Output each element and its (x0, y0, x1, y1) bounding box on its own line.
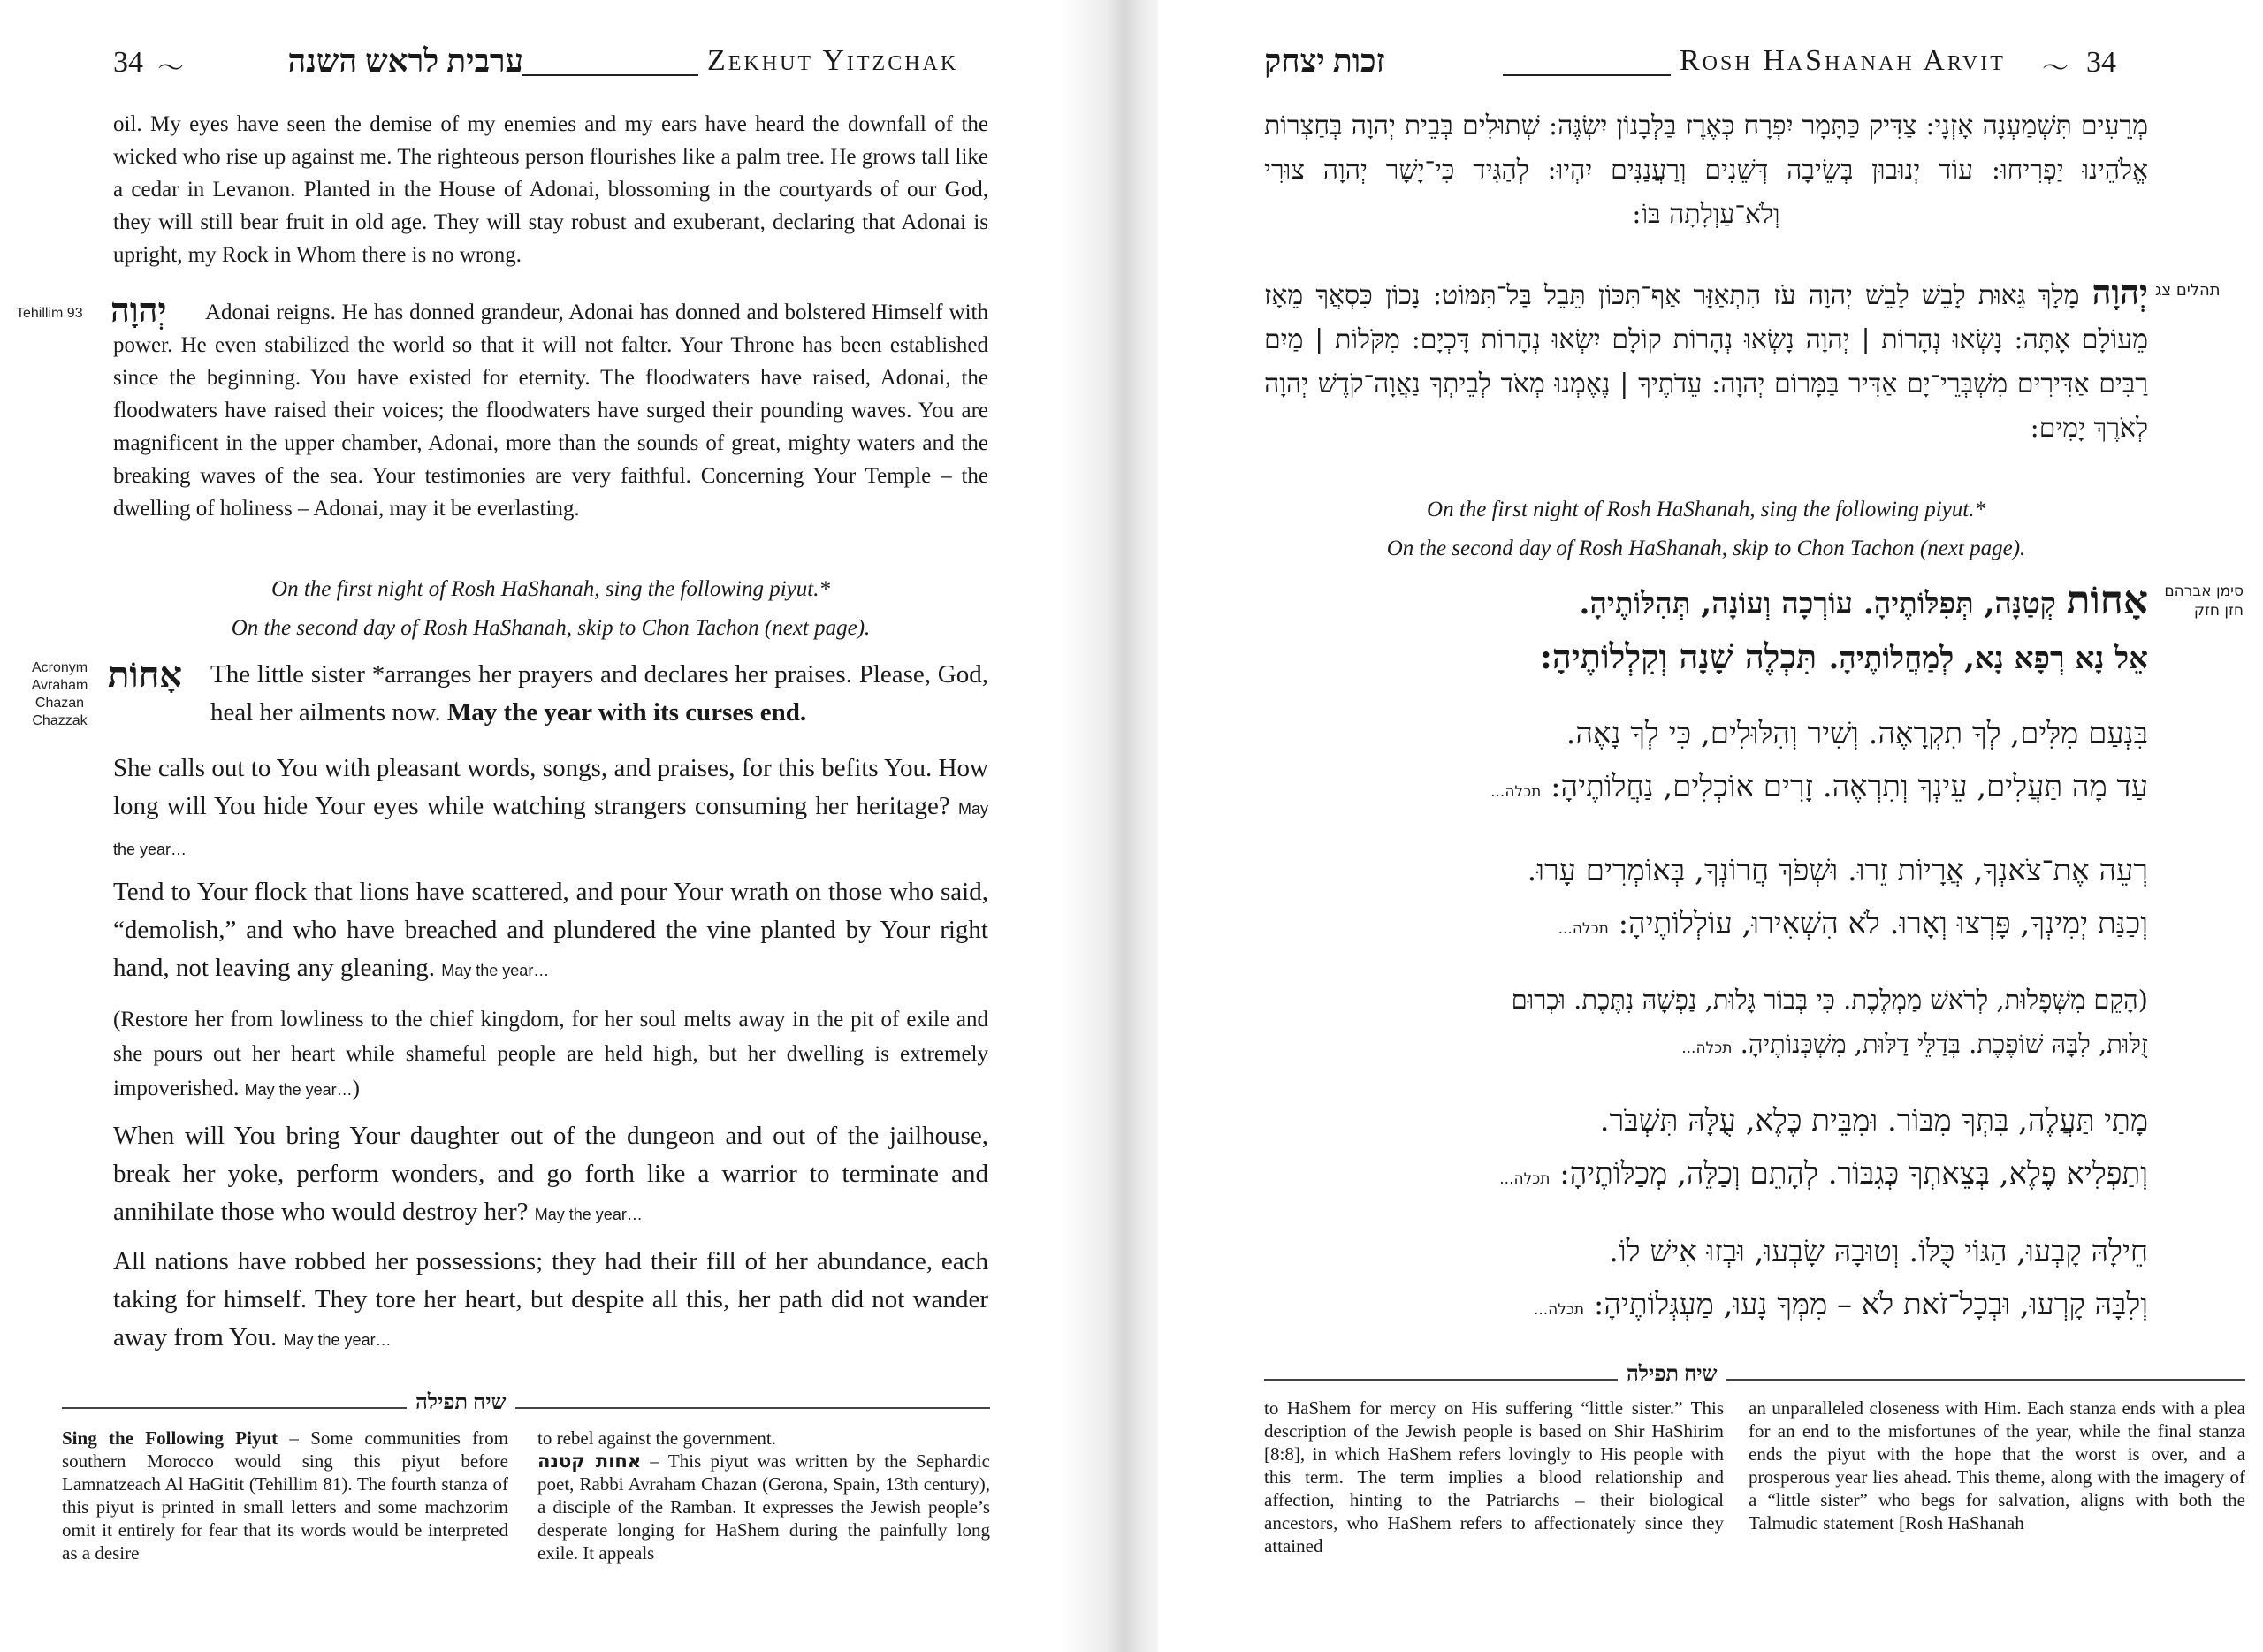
left-stanza-4-end: ) (352, 1077, 360, 1100)
left-para-2: Adonai reigns. He has donned grandeur, Adonai has donned and bolstered Himself with power. He even stabilized the world so that it will not falter. Your Throne has been established since the beginning. You have existed for eternity. The floodwaters have raised, Adonai, the floodwaters have raised their voices; the floodwaters have surged their pounding waves. You are magnificent in the upper chamber, Adonai, more than the sounds of great, mighty waters and the breaking waves of the sea. Your testimonies are very faithful. Concerning Your Temple – the dwelling of holiness – Adonai, may it be everlasting. (113, 301, 988, 521)
left-footnote-col-2-heb: אחות קטנה (537, 1450, 642, 1472)
right-heb-para-2-first: יְהוָה (2092, 272, 2148, 312)
left-refrain-6: May the year… (283, 1331, 392, 1349)
left-instruction-2: On the second day of Rosh HaShanah, skip to Chon Tachon (next page). (231, 616, 871, 640)
right-stanza-1-line-1 (1264, 575, 2148, 630)
right-stanza-1-l1: קְטַנָּה, תְּפִלּוֹתֶיהָ. עוֹרְכָה וְעוֹנָה, תְּהִלּוֹתֶיהָ. (1579, 586, 2067, 621)
right-footnote-rule (1264, 1379, 2245, 1381)
left-stanza-4 (113, 1002, 988, 1108)
right-stanza-5 (1264, 1094, 2148, 1206)
left-stanza-3-text: Tend to Your flock that lions have scattered, and pour Your wrath on those who said, “demolish,” and who have breached and plundered the vine planted by Your right hand, not leaving any gleaning. (113, 878, 988, 982)
right-stanza-2-line-2 (1264, 760, 2148, 818)
left-footnote-col-2-start: to rebel against the government. (537, 1427, 776, 1449)
left-stanza-2 (113, 750, 988, 869)
left-stanza-4-text: (Restore her from lowliness to the chief kingdom, for her soul melts away in the pit of exile and she pours out her heart while shameful people are held high, but her dwelling is extremely impoverished. (113, 1008, 988, 1100)
left-tehillim-word: יְהוָה (110, 293, 167, 330)
right-header-hebrew-title: זכות יצחק (1264, 43, 1385, 79)
left-refrain-3: May the year… (441, 962, 550, 979)
right-stanza-5-line-2 (1264, 1147, 2148, 1206)
left-stanza-2-text: She calls out to You with pleasant words, songs, and praises, for this befits You. How long will You hide Your eyes while watching strangers consuming her heritage? (113, 754, 988, 820)
left-stanza-1-text: The little sister *arranges her prayers and declares her praises. Please, God, heal her ailments now. (210, 660, 988, 727)
left-refrain-5: May the year… (534, 1206, 643, 1223)
right-stanza-4-line-2 (1264, 1022, 2148, 1070)
right-stanza-3-l1: רְעֵה אֶת־צֹאנְךָ, אֲרָיוֹת זֵרוּ. וּשְׁפֹךְ חֲרוֹנְךָ, בְּאוֹמְרִים עָרוּ. (1527, 853, 2148, 888)
right-stanza-3-line-2 (1264, 897, 2148, 955)
left-achot-word: אָחוֹת (108, 655, 182, 695)
right-acronym-label: סימן אברהם חזן חזק (2164, 582, 2244, 620)
right-footnote-title: שיח תפילה (1618, 1363, 1726, 1387)
right-stanza-6-line-2 (1264, 1278, 2148, 1336)
right-header-book-title: Rosh HaShanah Arvit (1680, 44, 2006, 77)
right-stanza-4-l2: זֻלּוּת, לִבָּהּ שׁוֹפֶכֶת. בְּדַלֵּי דַלּוּת, מִשְׁכְּנוֹתֶיהָ. (1740, 1029, 2148, 1059)
right-stanza-6 (1264, 1225, 2148, 1336)
left-page (0, 0, 1123, 1652)
right-refrain-4: תכלה... (1681, 1039, 1733, 1057)
right-page (1158, 0, 2263, 1652)
left-header-hebrew-title: ערבית לראש השנה (287, 43, 523, 79)
left-refrain-2: May the year… (113, 800, 989, 858)
right-footnote-col-2: an unparalleled closeness with Him. Each stanza ends with a plea for an end to the misfortunes of the year, while the final stanza ends the piyut with the hope that the worst is over, and a prosperous year lies ahead. This theme, along with the imagery of a “little sister” who begs for salvation, aligns with both the Talmudic statement [Rosh HaShanah (1749, 1397, 2245, 1534)
left-footnote-col-1-text: – Some communities from southern Morocco would sing this piyut before Lamnatzeach Al HaGitit (Tehillim 81). The fourth stanza of this piyut is printed in small letters and some machzorim omit it entirely for fear that its words would be interpreted as a desire (62, 1427, 508, 1564)
right-stanza-2-l1: בִּנְעַם מִלִּים, לְךָ תִקְרָאֶה. וְשִׁיר וְהִלּוּלִים, כִּי לְךָ נָאֶה. (1566, 716, 2148, 751)
right-stanza-1 (1264, 575, 2148, 685)
left-header-ornament: 〜 (157, 54, 184, 83)
left-tehillim-label: Tehillim 93 (16, 306, 83, 321)
right-stanza-2 (1264, 707, 2148, 818)
left-footnote-col-1 (62, 1427, 508, 1564)
right-refrain-2: תכלה... (1490, 783, 1542, 801)
right-stanza-3 (1264, 844, 2148, 955)
right-stanza-2-l2: עַד מָה תַּעֲלִים, עֵינְךָ וְתִרְאֶה. זָרִים אוֹכְלִים, נַחֲלוֹתֶיהָ: (1551, 769, 2148, 804)
right-stanza-6-l2: וְלִבָּהּ קָרְעוּ, וּבְכָל־זֹאת לֹא – מִמְּךָ נָעוּ, מַעְגְּלוֹתֶיהָ: (1593, 1287, 2148, 1322)
left-footnote-title: שיח תפילה (407, 1391, 515, 1415)
left-footnote-col-2 (537, 1427, 990, 1564)
left-header-rule (522, 74, 698, 76)
right-heb-para-2 (1264, 270, 2148, 451)
left-footnote-col-2-text: – This piyut was written by the Sephardic poet, Rabbi Avraham Chazan (Gerona, Spain, 13th century), a disciple of the Ramban. It expresses the Jewish people’s desperate longing for HaShem during the painfully long exile. It appeals (537, 1450, 990, 1564)
right-stanza-3-l2: וְכַנַּת יְמִינְךָ, פָּרְצוּ וְאָרוּ. לֹא הִשְׁאִירוּ, עוֹלְלוֹתֶיהָ: (1618, 906, 2148, 941)
left-stanza-3 (113, 873, 988, 990)
left-instruction-1: On the first night of Rosh HaShanah, sing the following piyut.* (271, 577, 830, 601)
right-stanza-1-line-2 (1264, 630, 2148, 685)
right-refrain-3: תכלה... (1558, 920, 1609, 938)
left-header-book-title: Zekhut Yitzchak (707, 44, 959, 77)
left-stanza-6 (113, 1243, 988, 1359)
right-stanza-6-l1: חֵילָהּ קָבְעוּ, הַגּוֹי כֻּלּוֹ. וְטוּבָהּ שָׂבְעוּ, וּבְזוּ אִישׁ לוֹ. (1609, 1234, 2148, 1269)
left-stanza-1 (210, 656, 988, 732)
right-footnote-col-1: to HaShem for mercy on His suffering “little sister.” This description of the Jewish people is based on Shir HaShirim [8:8], in which HaShem refers lovingly to His people with this term. The term implies a blood relationship and affection, hinting to the Patriarchs – their biological ancestors, who HaShem refers to affectionately since they attained (1264, 1397, 1724, 1557)
left-para-1: oil. My eyes have seen the demise of my enemies and my ears have heard the downfall of the wicked who rise up against me. The righteous person flourishes like a palm tree. He grows tall like a cedar in Levanon. Planted in the House of Adonai, blossoming in the courtyards of our God, they will still bear fruit in old age. They will stay robust and exuberant, declaring that Adonai is upright, my Rock in Whom there is no wrong. (113, 112, 988, 267)
right-stanza-4 (1264, 978, 2148, 1070)
left-stanza-5-text: When will You bring Your daughter out of the dungeon and out of the jailhouse, break her yoke, perform wonders, and go forth like a warrior to terminate and annihilate those who would destroy her? (113, 1122, 988, 1226)
left-stanza-1-bold: May the year with its curses end. (446, 698, 807, 727)
right-page-number: 34 (2086, 46, 2116, 79)
left-page-number: 34 (113, 46, 143, 79)
right-stanza-1-first: אָחוֹת (2066, 578, 2148, 623)
left-stanza-6-text: All nations have robbed her possessions; they had their fill of her abundance, each taking for himself. They tore her heart, but despite all this, her path did not wander away from You. (113, 1247, 988, 1351)
right-stanza-5-l1: מָתַי תַּעֲלֶה, בִּתְּךָ מִבּוֹר. וּמִבֵּית כֶּלֶא, עֻלָּהּ תִּשְׁבֹּר. (1599, 1103, 2148, 1138)
right-stanza-5-l2: וְתַפְלִיא פֶלֶא, בְּצֵאתְךָ כְּגִבּוֹר. לְהָתֵם וְכַלֵּה, מְכַלּוֹתֶיהָ: (1559, 1156, 2148, 1191)
right-header-ornament: 〜 (2042, 54, 2069, 83)
left-footnote-rule (62, 1407, 990, 1409)
right-stanza-1-l2: אֵל נָא רְפָא נָא, לְמַחֲלוֹתֶיהָ. (1828, 641, 2148, 676)
right-instruction-1: On the first night of Rosh HaShanah, sing the following piyut.* (1427, 498, 1985, 521)
right-instruction-2: On the second day of Rosh HaShanah, skip to Chon Tachon (next page). (1386, 537, 2026, 560)
right-stanza-4-l1: (הָקֵם מִשְּׁפָלוּת, לְרֹאשׁ מַמְלֶכֶת. כִּי בְּבוֹר גָּלוּת, נַפְשָׁהּ נִתֶּכֶת. וּכְרוּם (1511, 985, 2148, 1015)
right-refrain-6: תכלה... (1533, 1301, 1585, 1319)
right-tehillim-label: תהלים צג (2155, 281, 2221, 300)
right-refrain-5: תכלה... (1499, 1170, 1551, 1188)
left-stanza-5 (113, 1117, 988, 1234)
right-heb-para-2-text: מָלָךְ גֵּאוּת לָבֵשׁ לָבֵשׁ יְהוָה עֹז הִתְאַזָּר אַף־תִּכּוֹן תֵּבֵל בַּל־תִּמּוֹט: נָכוֹן כִּסְאֲךָ מֵאָז מֵעוֹלָם אָתָּה: נָשְׂאוּ נְהָרוֹת | יְהוָה נָשְׂאוּ נְהָרוֹת קוֹלָם יִשְׂאוּ נְהָרוֹת דָּכְיָם: מִקֹּלוֹת | מַיִם רַבִּים אַדִּירִים מִשְׁבְּרֵי־יָם אַדִּיר בַּמָּרוֹם יְהוָה: עֵדֹתֶיךָ | נֶאֶמְנוּ מְאֹד לְבֵיתְךָ נַאֲוָה־קֹדֶשׁ יְהוָה לְאֹרֶךְ יָמִים: (1264, 280, 2148, 444)
left-refrain-4: May the year… (244, 1081, 353, 1099)
right-header-rule (1503, 74, 1671, 76)
left-acronym-label: Acronym Avraham Chazan Chazzak (31, 660, 88, 728)
right-stanza-1-l2b: תִּכְלֶה שָׁנָה וְקִלְלוֹתֶיהָ: (1539, 636, 1829, 676)
left-footnote-col-1-title: Sing the Following Piyut (62, 1427, 278, 1449)
right-heb-para-1: מְרֵעִים תִּשְׁמַעְנָה אָזְנָי: צַדִּיק כַּתָּמָר יִפְרָח כְּאֶרֶז בַּלְּבָנוֹן יִשְׂגֶּה: שְׁתוּלִים בְּבֵית יְהוָה בְּחַצְרוֹת אֱלֹהֵינוּ יַפְרִיחוּ: עוֹד יְנוּבוּן בְּשֵׂיבָה דְּשֵׁנִים וְרַעֲנַנִּים יִהְיוּ: לְהַגִּיד כִּי־יָשָׁר יְהוָה צוּרִי וְלֹא־עַוְלָתָה בּוֹ: (1264, 110, 2148, 230)
